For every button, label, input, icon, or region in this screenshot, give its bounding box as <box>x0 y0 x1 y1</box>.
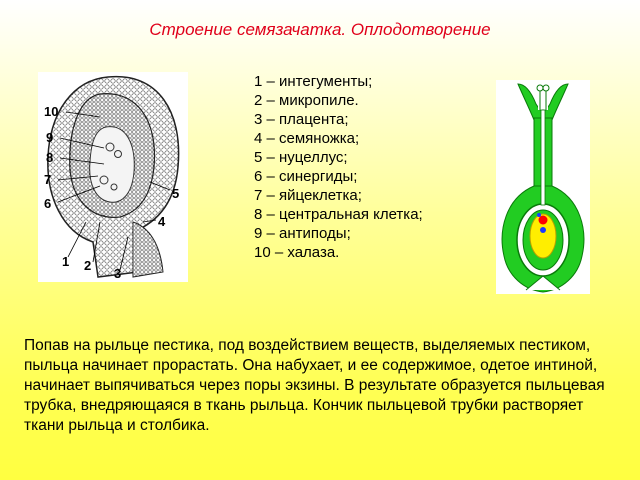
legend-item: 1 – интегументы; <box>254 73 373 90</box>
legend-item: 5 – нуцеллус; <box>254 149 348 166</box>
embryo-sac <box>90 127 135 203</box>
label-3: 3 <box>114 266 122 281</box>
legend-item: 8 – центральная клетка; <box>254 206 423 223</box>
label-8: 8 <box>46 150 54 165</box>
label-6: 6 <box>44 196 52 211</box>
legend-item: 2 – микропиле. <box>254 92 359 109</box>
label-4: 4 <box>158 214 166 229</box>
label-7: 7 <box>44 172 52 187</box>
label-5: 5 <box>172 186 180 201</box>
legend-item: 7 – яйцеклетка; <box>254 187 362 204</box>
label-2: 2 <box>84 258 92 273</box>
label-9: 9 <box>46 130 54 145</box>
slide-title: Строение семязачатка. Оплодотворение <box>149 20 491 39</box>
pollination-description: Попав на рыльце пестика, под воздействием веществ, выделяемых пестиком, пыльца начинает прорастать. Она набухает, и ее содержимое, одетое интиной, начинает выпячиваться через поры экзины. В результате образуется пыльцевая трубка, внедряющаяся в ткань рыльца. Кончик пыльцевой трубки растворяет ткани рыльца и столбика. <box>24 337 605 434</box>
legend-item: 3 – плацента; <box>254 111 349 128</box>
legend-list <box>254 72 423 262</box>
legend-item: 9 – антиподы; <box>254 225 351 242</box>
ovule-diagram <box>38 72 188 282</box>
legend-item: 4 – семяножка; <box>254 130 360 147</box>
sperm-nucleus <box>540 227 546 233</box>
legend-item: 10 – халаза. <box>254 244 340 261</box>
pistil-diagram <box>496 80 590 294</box>
label-10: 10 <box>44 104 59 119</box>
legend-item: 6 – синергиды; <box>254 168 358 185</box>
egg-cell <box>539 216 548 225</box>
label-1: 1 <box>62 254 70 269</box>
